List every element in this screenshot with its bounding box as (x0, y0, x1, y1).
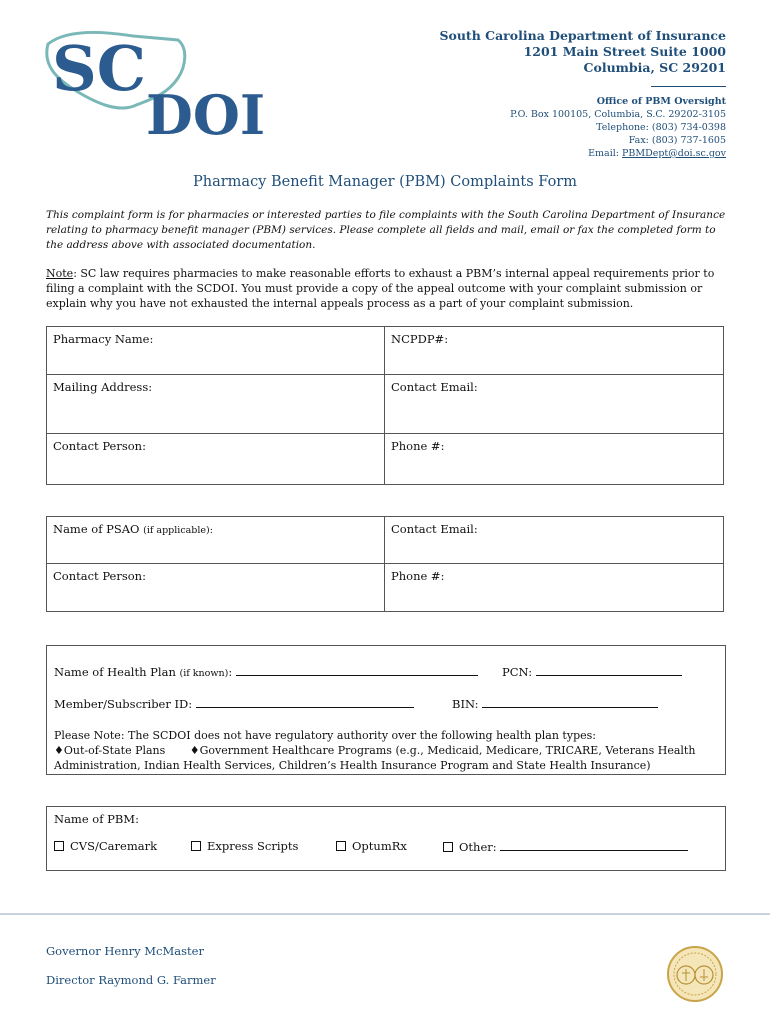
pbm-option-other[interactable] (443, 839, 688, 854)
pcn-input[interactable] (536, 664, 682, 676)
psao-name-field[interactable] (47, 517, 385, 564)
checkbox-icon[interactable] (191, 841, 201, 851)
telephone: Telephone: (803) 734-0398 (596, 122, 726, 133)
psao-qualifier: (if applicable): (143, 525, 213, 536)
governor-name: Governor Henry McMaster (46, 944, 204, 958)
pharmacy-info-table (46, 326, 724, 485)
city-address: Columbia, SC 29201 (583, 60, 726, 75)
pbm-label: Name of PBM: (54, 812, 139, 826)
member-id-input[interactable] (196, 696, 414, 708)
fax: Fax: (803) 737-1605 (628, 135, 726, 146)
po-box: P.O. Box 100105, Columbia, S.C. 29202-3105 (510, 109, 726, 120)
health-plan-input[interactable] (236, 664, 478, 676)
member-id-label: Member/Subscriber ID: (54, 697, 193, 711)
health-plan-box (46, 645, 726, 775)
pcn-label: PCN: (502, 665, 533, 679)
note-label: Note (46, 267, 74, 280)
checkbox-icon[interactable] (443, 842, 453, 852)
bullet-icon: ♦ (189, 744, 200, 757)
email-link[interactable]: PBMDept@doi.sc.gov (622, 148, 726, 159)
other-pbm-input[interactable] (500, 839, 688, 851)
footer-rule (0, 913, 770, 915)
pbm-box (46, 806, 726, 871)
scdoi-logo (38, 26, 283, 138)
pbm-option-cvs[interactable] (54, 839, 157, 853)
bullet-icon: ♦ (54, 744, 64, 757)
checkbox-icon[interactable] (336, 841, 346, 851)
street-address: 1201 Main Street Suite 1000 (523, 44, 726, 59)
pbm-option-optumrx[interactable] (336, 839, 407, 853)
phone-field[interactable]: Phone #: (385, 434, 724, 485)
email-label: Email: (588, 148, 623, 159)
state-seal-icon (666, 945, 724, 1003)
logo-doi-text: DOI (146, 83, 266, 138)
bin-label: BIN: (452, 697, 479, 711)
pbm-option-label: OptumRx (352, 839, 407, 853)
psao-phone-field[interactable]: Phone #: (385, 564, 724, 612)
note-body: : SC law requires pharmacies to make reasonable efforts to exhaust a PBM’s internal appeal requirements prior to filing a complaint with the SCDOI. You must provide a copy of the appeal outcome with your complaint submission or explain why you have not exhausted the internal appeals process as a part of your complaint submission. (46, 267, 715, 310)
psao-contact-person-field[interactable]: Contact Person: (47, 564, 385, 612)
pharmacy-name-field[interactable]: Pharmacy Name: (47, 327, 385, 375)
out-of-state-plans: Out-of-State Plans (63, 744, 166, 757)
note-text (46, 266, 726, 311)
health-plan-qualifier: (if known) (179, 668, 229, 679)
checkbox-icon[interactable] (54, 841, 64, 851)
pbm-option-express-scripts[interactable] (191, 839, 298, 853)
bin-input[interactable] (482, 696, 658, 708)
pbm-option-label: Express Scripts (207, 839, 299, 853)
mailing-address-field[interactable]: Mailing Address: (47, 375, 385, 434)
intro-text: This complaint form is for pharmacies or interested parties to file complaints with the South Carolina Department of Insurance relating to pharmacy benefit manager (PBM) services. Please complete all fields and mail, email or fax the completed form to the address above with associated documentation. (46, 209, 726, 251)
psao-info-table (46, 516, 724, 612)
pbm-option-label: Other: (459, 840, 497, 854)
logo-sc-text: SC (52, 32, 147, 105)
contact-person-field[interactable]: Contact Person: (47, 434, 385, 485)
dept-name: South Carolina Department of Insurance (439, 28, 726, 43)
government-programs: Government Healthcare Programs (e.g., Medicaid, Medicare, TRICARE, Veterans Health Administration, Indian Health Services, Children’s Health Insurance Program and State Health Insurance) (54, 744, 696, 772)
pbm-option-label: CVS/Caremark (70, 839, 158, 853)
psao-contact-email-field[interactable]: Contact Email: (385, 517, 724, 564)
header-address (439, 28, 726, 160)
director-name: Director Raymond G. Farmer (46, 973, 216, 987)
health-plan-colon: : (228, 665, 233, 679)
please-note-text: Please Note: The SCDOI does not have regulatory authority over the following health plan types: (54, 729, 596, 742)
form-title: Pharmacy Benefit Manager (PBM) Complaints Form (193, 174, 577, 190)
ncpdp-field[interactable]: NCPDP#: (385, 327, 724, 375)
office-name: Office of PBM Oversight (596, 96, 726, 107)
psao-name-label: Name of PSAO (53, 522, 140, 536)
header-rule (651, 86, 726, 87)
contact-email-field[interactable]: Contact Email: (385, 375, 724, 434)
health-plan-label: Name of Health Plan (54, 665, 176, 679)
